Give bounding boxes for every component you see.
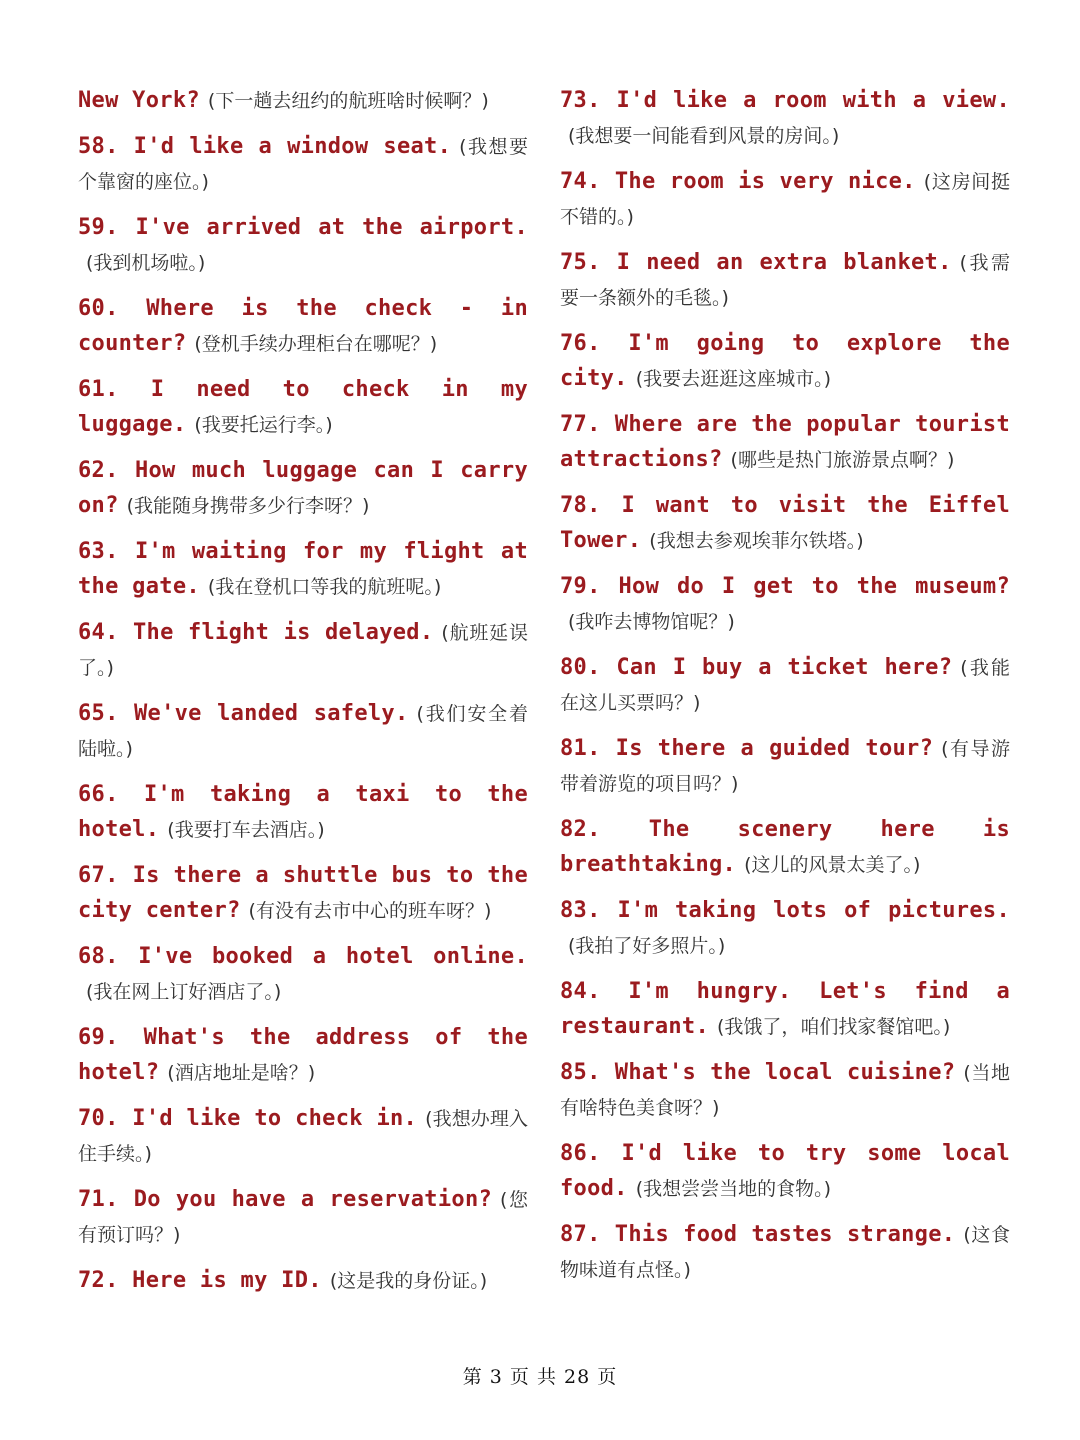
english-phrase: 74. The room is very nice.: [560, 169, 916, 194]
phrase-entry: [560, 165, 1010, 235]
english-phrase: 76. I'm going to explore the city.: [560, 331, 1010, 391]
left-column: [78, 84, 528, 1299]
phrase-entry: [560, 489, 1010, 559]
english-phrase: 84. I'm hungry. Let's find a restaurant.: [560, 979, 1010, 1039]
english-phrase: 62. How much luggage can I carry on?: [78, 458, 528, 518]
chinese-translation: (当地有啥特色美食呀？): [560, 1062, 1010, 1119]
phrase-entry: [78, 1102, 528, 1172]
chinese-translation: (我饿了，咱们找家餐馆吧。): [717, 1016, 951, 1038]
right-column: [560, 84, 1010, 1288]
chinese-translation: (我要去逛逛这座城市。): [635, 368, 832, 390]
english-phrase: 68. I've booked a hotel online.: [78, 944, 528, 969]
phrase-entry: [78, 292, 528, 362]
phrase-entry: [560, 732, 1010, 802]
chinese-translation: (我到机场啦。): [86, 252, 206, 274]
chinese-translation: (这房间挺不错的。): [560, 171, 1010, 228]
chinese-translation: (我在登机口等我的航班呢。): [207, 576, 442, 598]
english-phrase: New York?: [78, 88, 200, 113]
phrase-entry: [560, 408, 1010, 478]
english-phrase: 61. I need to check in my luggage.: [78, 377, 528, 437]
chinese-translation: (酒店地址是啥？): [167, 1062, 316, 1084]
english-phrase: 65. We've landed safely.: [78, 701, 409, 726]
english-phrase: 73. I'd like a room with a view.: [560, 88, 1010, 113]
english-phrase: 69. What's the address of the hotel?: [78, 1025, 528, 1085]
phrase-entry: [560, 813, 1010, 883]
english-phrase: 83. I'm taking lots of pictures.: [560, 898, 1010, 923]
english-phrase: 80. Can I buy a ticket here?: [560, 655, 953, 680]
english-phrase: 77. Where are the popular tourist attractions?: [560, 412, 1010, 472]
chinese-translation: (有导游带着游览的项目吗？): [560, 738, 1011, 795]
english-phrase: 63. I'm waiting for my flight at the gate.: [78, 539, 528, 599]
phrase-entry: [560, 246, 1010, 316]
chinese-translation: (我想尝尝当地的食物。): [635, 1178, 832, 1200]
phrase-entry: [560, 894, 1010, 964]
phrase-entry: [560, 975, 1010, 1045]
phrase-entry: [78, 697, 528, 767]
chinese-translation: (您有预订吗？): [78, 1189, 528, 1246]
english-phrase: 60. Where is the check - in counter?: [78, 296, 528, 356]
chinese-translation: (我想要个靠窗的座位。): [78, 136, 529, 193]
english-phrase: 82. The scenery here is breathtaking.: [560, 817, 1010, 877]
chinese-translation: (这是我的身份证。): [329, 1270, 488, 1292]
english-phrase: 71. Do you have a reservation?: [78, 1187, 493, 1212]
chinese-translation: (航班延误了。): [78, 622, 528, 679]
chinese-translation: (我在网上订好酒店了。): [86, 981, 282, 1003]
chinese-translation: (我要打车去酒店。): [167, 819, 325, 841]
phrase-entry: [78, 211, 528, 281]
phrase-entry: [560, 570, 1010, 640]
english-phrase: 67. Is there a shuttle bus to the city center?: [78, 863, 528, 923]
chinese-translation: (我们安全着陆啦。): [78, 703, 528, 760]
english-phrase: 79. How do I get to the museum?: [560, 574, 1010, 599]
page-number-footer: 第 3 页 共 28 页: [462, 1366, 618, 1388]
phrase-entry: [560, 651, 1010, 721]
phrase-entry: [78, 778, 528, 848]
chinese-translation: (我咋去博物馆呢？): [568, 611, 735, 633]
english-phrase: 87. This food tastes strange.: [560, 1222, 956, 1247]
chinese-translation: (我想要一间能看到风景的房间。): [568, 125, 840, 147]
chinese-translation: (我能在这儿买票吗？): [560, 657, 1010, 714]
phrase-entry: [78, 1183, 528, 1253]
english-phrase: 58. I'd like a window seat.: [78, 134, 452, 159]
chinese-translation: (这食物味道有点怪。): [560, 1224, 1010, 1281]
english-phrase: 78. I want to visit the Eiffel Tower.: [560, 493, 1010, 553]
phrase-entry: [78, 940, 528, 1010]
phrase-entry: [78, 454, 528, 524]
chinese-translation: (哪些是热门旅游景点啊？): [730, 449, 955, 471]
english-phrase: 81. Is there a guided tour?: [560, 736, 934, 761]
phrase-entry: [560, 84, 1010, 154]
chinese-translation: (我要托运行李。): [194, 414, 333, 436]
chinese-translation: (我想办理入住手续。): [78, 1108, 528, 1165]
phrase-entry: [560, 1137, 1010, 1207]
chinese-translation: (我能随身携带多少行李呀？): [126, 495, 370, 517]
phrase-entry: [78, 84, 528, 119]
chinese-translation: (我拍了好多照片。): [568, 935, 726, 957]
phrase-entry: [560, 1056, 1010, 1126]
english-phrase: 66. I'm taking a taxi to the hotel.: [78, 782, 528, 842]
phrase-entry: [78, 1021, 528, 1091]
english-phrase: 72. Here is my ID.: [78, 1268, 322, 1293]
phrase-entry: [78, 1264, 528, 1299]
english-phrase: 70. I'd like to check in.: [78, 1106, 418, 1131]
phrase-entry: [560, 327, 1010, 397]
phrase-entry: [78, 616, 528, 686]
phrase-entry: [78, 535, 528, 605]
phrase-entry: [78, 373, 528, 443]
chinese-translation: (有没有去市中心的班车呀？): [248, 900, 492, 922]
english-phrase: 64. The flight is delayed.: [78, 620, 434, 645]
chinese-translation: (我想去参观埃菲尔铁塔。): [649, 530, 864, 552]
chinese-translation: (登机手续办理柜台在哪呢？): [194, 333, 438, 355]
english-phrase: 86. I'd like to try some local food.: [560, 1141, 1010, 1201]
english-phrase: 75. I need an extra blanket.: [560, 250, 952, 275]
english-phrase: 85. What's the local cuisine?: [560, 1060, 956, 1085]
phrase-entry: [560, 1218, 1010, 1288]
chinese-translation: (下一趟去纽约的航班啥时候啊？): [207, 90, 489, 112]
english-phrase: 59. I've arrived at the airport.: [78, 215, 528, 240]
chinese-translation: (这儿的风景太美了。): [744, 854, 921, 876]
phrase-entry: [78, 130, 528, 200]
phrase-entry: [78, 859, 528, 929]
chinese-translation: (我需要一条额外的毛毯。): [560, 252, 1010, 309]
